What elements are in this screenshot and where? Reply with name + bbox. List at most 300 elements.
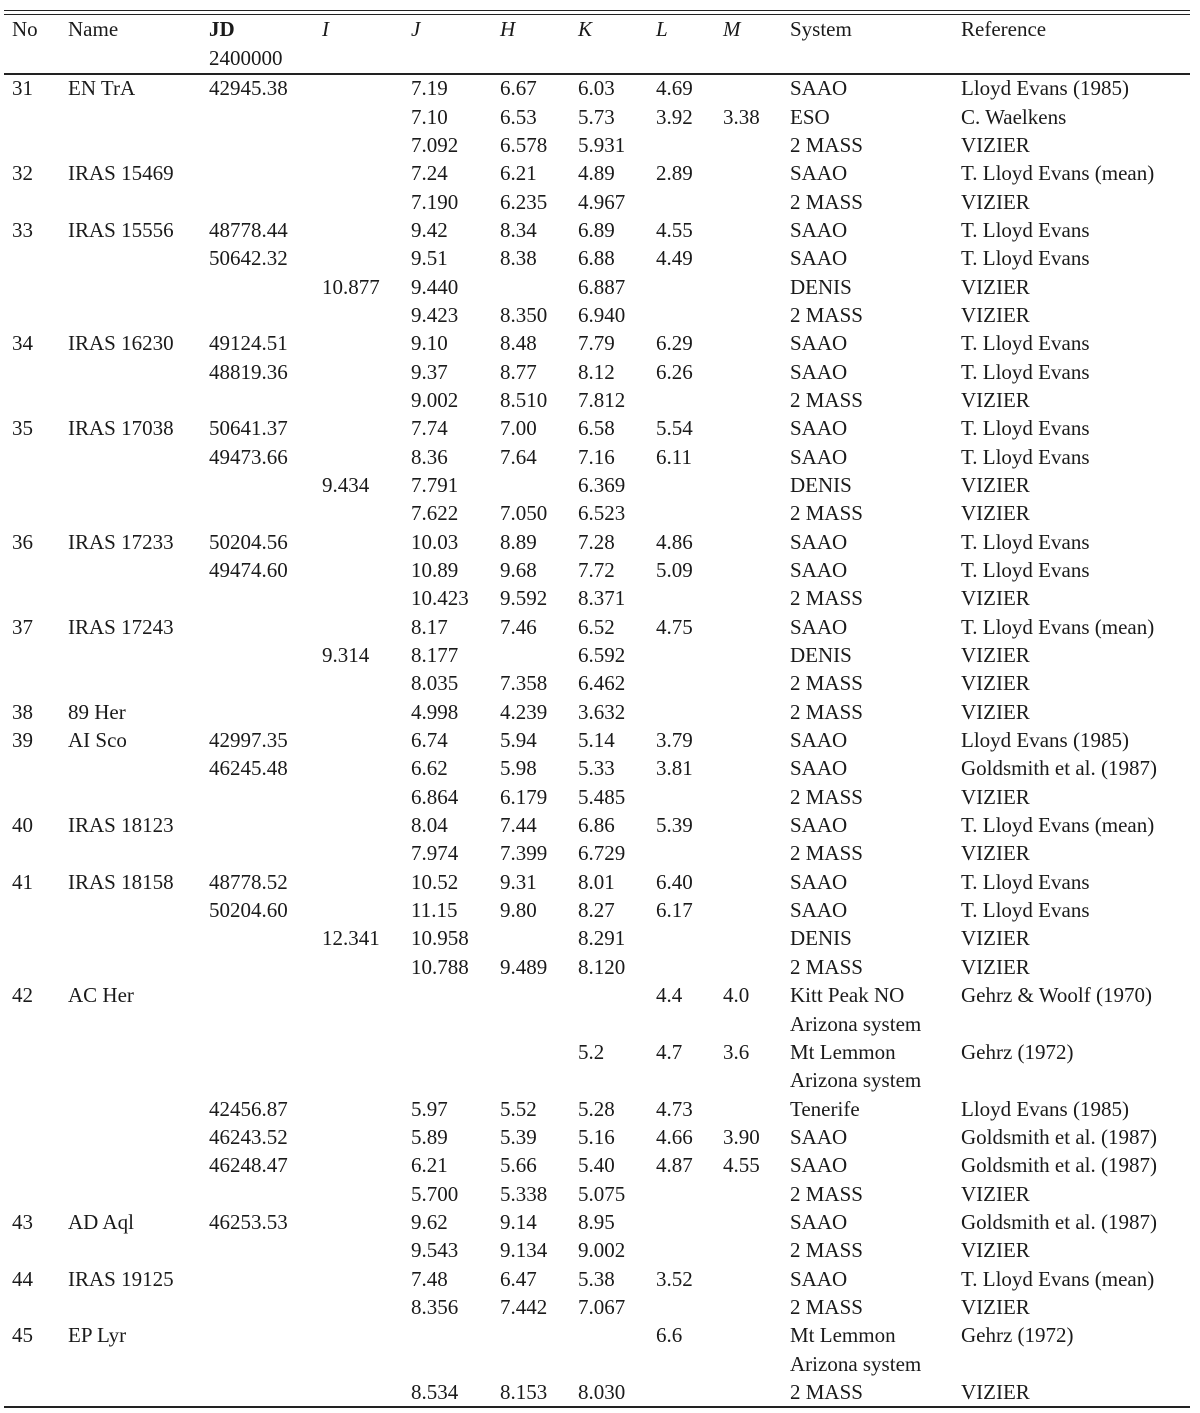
cell-no: 37: [12, 614, 33, 639]
cell-i: [322, 1321, 411, 1349]
table-row: [0, 1179, 1198, 1207]
cell-no: [0, 1066, 68, 1094]
cell-i: [322, 1349, 411, 1377]
cell-jd: [209, 669, 322, 697]
cell-l: [656, 499, 723, 527]
cell-k: 9.002: [578, 1238, 626, 1263]
table-row: [0, 1349, 1198, 1377]
cell-k: 5.38: [578, 1266, 615, 1291]
cell-l: 6.40: [656, 869, 693, 894]
cell-reference: T. Lloyd Evans: [961, 359, 1090, 384]
cell-m: [723, 1066, 790, 1094]
cell-no: 35: [12, 416, 33, 441]
cell-k: 7.067: [578, 1294, 626, 1319]
cell-jd: [209, 953, 322, 981]
table-row: [0, 1208, 1198, 1236]
col-header-name: Name: [68, 17, 119, 42]
cell-no: 38: [12, 699, 33, 724]
table-row: [0, 584, 1198, 612]
cell-reference: T. Lloyd Evans: [961, 869, 1090, 894]
cell-no: [0, 1009, 68, 1037]
cell-reference: T. Lloyd Evans: [961, 416, 1090, 441]
cell-j: 8.035: [411, 671, 459, 696]
cell-i: [322, 896, 411, 924]
cell-h: 8.89: [500, 529, 537, 554]
cell-l: 3.52: [656, 1266, 693, 1291]
cell-l: 6.6: [656, 1323, 683, 1348]
cell-jd: [209, 187, 322, 215]
cell-j: 7.791: [411, 472, 459, 497]
cell-k: 6.523: [578, 501, 626, 526]
cell-reference: Gehrz (1972): [961, 1039, 1074, 1064]
cell-system: DENIS: [790, 274, 852, 299]
cell-l: [656, 1378, 723, 1406]
cell-h: 5.66: [500, 1153, 537, 1178]
cell-m: [723, 301, 790, 329]
cell-j: 6.74: [411, 728, 448, 753]
cell-m: [723, 953, 790, 981]
cell-j: 9.37: [411, 359, 448, 384]
cell-h: 7.442: [500, 1294, 548, 1319]
cell-system: SAAO: [790, 614, 848, 639]
cell-h: 6.235: [500, 189, 548, 214]
cell-h: 8.48: [500, 331, 537, 356]
cell-i: [322, 216, 411, 244]
cell-i: 10.877: [322, 274, 380, 299]
cell-system: Kitt Peak NO: [790, 983, 905, 1008]
cell-reference: T. Lloyd Evans (mean): [961, 614, 1155, 639]
cell-k: 8.030: [578, 1379, 626, 1404]
cell-l: 5.39: [656, 813, 693, 838]
cell-reference: T. Lloyd Evans: [961, 558, 1090, 583]
cell-h: 5.338: [500, 1181, 548, 1206]
cell-h: [500, 924, 578, 952]
table-row: [0, 442, 1198, 470]
cell-reference: VIZIER: [961, 643, 1030, 668]
table-row: [0, 839, 1198, 867]
cell-reference: Gehrz (1972): [961, 1323, 1074, 1348]
cell-jd: [209, 584, 322, 612]
cell-l: [656, 1179, 723, 1207]
table-row: [0, 669, 1198, 697]
cell-j: 7.190: [411, 189, 459, 214]
cell-h: 4.239: [500, 699, 548, 724]
cell-no: [0, 896, 68, 924]
cell-system: SAAO: [790, 1266, 848, 1291]
cell-m: [723, 414, 790, 442]
table-row: [0, 72, 1198, 102]
cell-k: [578, 981, 656, 1009]
cell-reference: [961, 1349, 1198, 1377]
table-row: [0, 726, 1198, 754]
cell-i: 9.434: [322, 472, 370, 497]
cell-no: [0, 131, 68, 159]
cell-no: [0, 357, 68, 385]
cell-jd: 50204.56: [209, 529, 288, 554]
cell-no: [0, 1236, 68, 1264]
table-row: [0, 329, 1198, 357]
cell-i: [322, 981, 411, 1009]
cell-reference: Gehrz & Woolf (1970): [961, 983, 1152, 1008]
cell-k: 3.632: [578, 699, 626, 724]
table-row: [0, 698, 1198, 726]
cell-jd: 49474.60: [209, 558, 288, 583]
cell-l: 6.29: [656, 331, 693, 356]
cell-h: 6.53: [500, 104, 537, 129]
cell-m: [723, 244, 790, 272]
cell-reference: Goldsmith et al. (1987): [961, 1153, 1157, 1178]
cell-no: [0, 187, 68, 215]
cell-reference: Lloyd Evans (1985): [961, 1096, 1129, 1121]
cell-k: 5.485: [578, 784, 626, 809]
cell-jd: [209, 1179, 322, 1207]
cell-m: 4.55: [723, 1153, 760, 1178]
cell-j: 7.19: [411, 76, 448, 101]
cell-reference: VIZIER: [961, 1181, 1030, 1206]
cell-j: [411, 1321, 500, 1349]
cell-name: [68, 386, 209, 414]
cell-j: 9.423: [411, 302, 459, 327]
cell-m: [723, 811, 790, 839]
cell-jd: 48778.44: [209, 217, 288, 242]
cell-no: [0, 754, 68, 782]
table-row: [0, 1293, 1198, 1321]
cell-m: [723, 272, 790, 300]
cell-l: [656, 1236, 723, 1264]
cell-i: [322, 442, 411, 470]
table-body: [0, 72, 1198, 1406]
cell-h: 8.34: [500, 217, 537, 242]
cell-no: 34: [12, 331, 33, 356]
cell-m: [723, 1179, 790, 1207]
cell-k: 6.592: [578, 643, 626, 668]
cell-l: [656, 1293, 723, 1321]
cell-name: [68, 1293, 209, 1321]
cell-m: 3.6: [723, 1039, 750, 1064]
cell-jd: 50642.32: [209, 246, 288, 271]
cell-no: 36: [12, 529, 33, 554]
cell-i: [322, 301, 411, 329]
cell-k: 5.075: [578, 1181, 626, 1206]
cell-j: 5.97: [411, 1096, 448, 1121]
cell-h: 9.134: [500, 1238, 548, 1263]
cell-no: 40: [12, 813, 33, 838]
cell-i: [322, 244, 411, 272]
cell-h: [500, 471, 578, 499]
cell-h: 8.510: [500, 387, 548, 412]
cell-name: [68, 1378, 209, 1406]
cell-k: [578, 1349, 656, 1377]
table-row: [0, 357, 1198, 385]
cell-h: 6.578: [500, 132, 548, 157]
cell-l: 6.26: [656, 359, 693, 384]
cell-reference: VIZIER: [961, 472, 1030, 497]
cell-k: [578, 1321, 656, 1349]
cell-l: [656, 1208, 723, 1236]
cell-jd: [209, 698, 322, 726]
cell-no: 41: [12, 869, 33, 894]
cell-m: [723, 1009, 790, 1037]
cell-m: [723, 1264, 790, 1292]
cell-k: 6.58: [578, 416, 615, 441]
cell-reference: VIZIER: [961, 841, 1030, 866]
cell-no: 31: [12, 76, 33, 101]
cell-l: 3.81: [656, 756, 693, 781]
table-row: [0, 102, 1198, 130]
table-row: [0, 1378, 1198, 1406]
cell-j: 7.10: [411, 104, 448, 129]
cell-reference: VIZIER: [961, 302, 1030, 327]
cell-m: [723, 839, 790, 867]
table-row: [0, 414, 1198, 442]
cell-l: [656, 386, 723, 414]
cell-j: [411, 1349, 500, 1377]
cell-h: [500, 641, 578, 669]
cell-jd: [209, 159, 322, 187]
table-row: [0, 1123, 1198, 1151]
cell-m: [723, 556, 790, 584]
cell-h: 5.52: [500, 1096, 537, 1121]
cell-m: [723, 329, 790, 357]
table-row: [0, 981, 1198, 1009]
cell-name: IRAS 15556: [68, 217, 174, 242]
cell-j: 4.998: [411, 699, 459, 724]
cell-h: [500, 1038, 578, 1066]
cell-jd: 49473.66: [209, 444, 288, 469]
cell-l: 5.54: [656, 416, 693, 441]
cell-m: [723, 1293, 790, 1321]
cell-reference: VIZIER: [961, 387, 1030, 412]
cell-jd: [209, 1236, 322, 1264]
cell-l: [656, 272, 723, 300]
cell-no: [0, 584, 68, 612]
cell-m: [723, 924, 790, 952]
cell-m: [723, 1349, 790, 1377]
cell-reference: T. Lloyd Evans (mean): [961, 1266, 1155, 1291]
cell-k: 8.371: [578, 586, 626, 611]
cell-system: SAAO: [790, 246, 848, 271]
cell-m: [723, 754, 790, 782]
cell-k: 7.72: [578, 558, 615, 583]
cell-jd: [209, 386, 322, 414]
col-header-m: M: [723, 17, 741, 42]
cell-no: 42: [12, 983, 33, 1008]
cell-m: [723, 1378, 790, 1406]
cell-l: 4.73: [656, 1096, 693, 1121]
cell-system: 2 MASS: [790, 586, 863, 611]
cell-m: [723, 357, 790, 385]
cell-k: 8.120: [578, 954, 626, 979]
cell-i: 12.341: [322, 926, 380, 951]
cell-name: [68, 499, 209, 527]
cell-j: [411, 981, 500, 1009]
cell-m: [723, 613, 790, 641]
cell-jd: [209, 1264, 322, 1292]
cell-k: 7.28: [578, 529, 615, 554]
cell-name: AD Aql: [68, 1209, 134, 1234]
table-header-row: [0, 15, 1198, 44]
cell-name: AI Sco: [68, 728, 127, 753]
cell-name: IRAS 19125: [68, 1266, 174, 1291]
cell-h: 6.67: [500, 76, 537, 101]
cell-m: [723, 726, 790, 754]
photometry-table: [0, 15, 1198, 1406]
cell-name: [68, 754, 209, 782]
cell-h: [500, 1349, 578, 1377]
cell-jd: 48778.52: [209, 869, 288, 894]
cell-l: [656, 471, 723, 499]
cell-system: Mt Lemmon: [790, 1039, 896, 1064]
cell-j: 5.700: [411, 1181, 459, 1206]
cell-no: [0, 1094, 68, 1122]
cell-system: 2 MASS: [790, 132, 863, 157]
cell-name: IRAS 15469: [68, 161, 174, 186]
cell-j: 9.543: [411, 1238, 459, 1263]
cell-name: [68, 1123, 209, 1151]
cell-no: [0, 1293, 68, 1321]
cell-i: [322, 953, 411, 981]
cell-system: SAAO: [790, 217, 848, 242]
cell-k: 6.89: [578, 217, 615, 242]
cell-k: 8.01: [578, 869, 615, 894]
cell-reference: Lloyd Evans (1985): [961, 728, 1129, 753]
cell-i: [322, 698, 411, 726]
cell-system: SAAO: [790, 416, 848, 441]
cell-jd: 49124.51: [209, 331, 288, 356]
cell-j: [411, 1009, 500, 1037]
cell-i: [322, 72, 411, 102]
cell-system: 2 MASS: [790, 302, 863, 327]
cell-i: [322, 754, 411, 782]
cell-jd: [209, 783, 322, 811]
cell-j: [411, 1038, 500, 1066]
cell-no: [0, 102, 68, 130]
table-row: [0, 272, 1198, 300]
cell-l: [656, 953, 723, 981]
col-header-j: J: [411, 17, 421, 42]
cell-k: 7.812: [578, 387, 626, 412]
cell-reference: VIZIER: [961, 671, 1030, 696]
cell-no: [0, 499, 68, 527]
cell-jd: 46245.48: [209, 756, 288, 781]
cell-jd: 48819.36: [209, 359, 288, 384]
table-row: [0, 1038, 1198, 1066]
cell-j: 7.24: [411, 161, 448, 186]
cell-name: IRAS 17243: [68, 614, 174, 639]
cell-j: 8.356: [411, 1294, 459, 1319]
cell-jd: 50204.60: [209, 898, 288, 923]
cell-jd: [209, 981, 322, 1009]
cell-name: [68, 357, 209, 385]
cell-h: 6.179: [500, 784, 548, 809]
cell-i: [322, 669, 411, 697]
cell-jd: [209, 839, 322, 867]
table-row: [0, 499, 1198, 527]
cell-no: [0, 244, 68, 272]
cell-l: [656, 1009, 723, 1037]
cell-l: [656, 698, 723, 726]
cell-l: 2.89: [656, 161, 693, 186]
cell-j: 11.15: [411, 898, 458, 923]
cell-system: 2 MASS: [790, 699, 863, 724]
cell-i: [322, 131, 411, 159]
cell-i: [322, 1151, 411, 1179]
cell-reference: VIZIER: [961, 784, 1030, 809]
cell-name: [68, 1179, 209, 1207]
cell-name: AC Her: [68, 983, 134, 1008]
cell-reference: T. Lloyd Evans: [961, 529, 1090, 554]
cell-j: 7.622: [411, 501, 459, 526]
cell-h: 7.00: [500, 416, 537, 441]
cell-name: [68, 442, 209, 470]
cell-k: 6.52: [578, 614, 615, 639]
cell-h: 9.80: [500, 898, 537, 923]
cell-jd: [209, 1378, 322, 1406]
cell-l: 6.17: [656, 898, 693, 923]
cell-reference: VIZIER: [961, 132, 1030, 157]
cell-i: [322, 159, 411, 187]
cell-jd: [209, 1038, 322, 1066]
cell-h: 9.592: [500, 586, 548, 611]
cell-reference: [961, 1066, 1198, 1094]
cell-jd: 46243.52: [209, 1124, 288, 1149]
cell-i: [322, 414, 411, 442]
cell-name: [68, 1151, 209, 1179]
cell-m: [723, 1236, 790, 1264]
cell-h: 5.98: [500, 756, 537, 781]
cell-jd: [209, 641, 322, 669]
cell-j: 8.534: [411, 1379, 459, 1404]
cell-k: 6.88: [578, 246, 615, 271]
cell-k: 7.79: [578, 331, 615, 356]
cell-j: 10.423: [411, 586, 469, 611]
cell-no: [0, 953, 68, 981]
cell-no: [0, 1179, 68, 1207]
cell-jd: 46248.47: [209, 1153, 288, 1178]
cell-l: [656, 924, 723, 952]
table-row: [0, 641, 1198, 669]
cell-system: SAAO: [790, 558, 848, 583]
cell-i: [322, 1378, 411, 1406]
table-row: [0, 754, 1198, 782]
cell-system: 2 MASS: [790, 1379, 863, 1404]
table-row: [0, 1066, 1198, 1094]
cell-l: 3.92: [656, 104, 693, 129]
cell-no: [0, 1151, 68, 1179]
cell-reference: VIZIER: [961, 586, 1030, 611]
cell-no: 43: [12, 1209, 33, 1234]
cell-name: [68, 953, 209, 981]
cell-name: [68, 669, 209, 697]
cell-no: [0, 556, 68, 584]
cell-i: [322, 868, 411, 896]
cell-h: 8.350: [500, 302, 548, 327]
cell-h: 7.44: [500, 813, 537, 838]
cell-jd: 42456.87: [209, 1096, 288, 1121]
table-top-rule: [4, 10, 1190, 11]
cell-reference: Goldsmith et al. (1987): [961, 1124, 1157, 1149]
cell-k: 8.291: [578, 926, 626, 951]
cell-jd: 42997.35: [209, 728, 288, 753]
cell-l: [656, 131, 723, 159]
cell-h: 6.47: [500, 1266, 537, 1291]
cell-j: 9.10: [411, 331, 448, 356]
cell-name: [68, 1066, 209, 1094]
cell-j: 9.440: [411, 274, 459, 299]
cell-k: [578, 1009, 656, 1037]
cell-reference: VIZIER: [961, 189, 1030, 214]
cell-no: [0, 1038, 68, 1066]
